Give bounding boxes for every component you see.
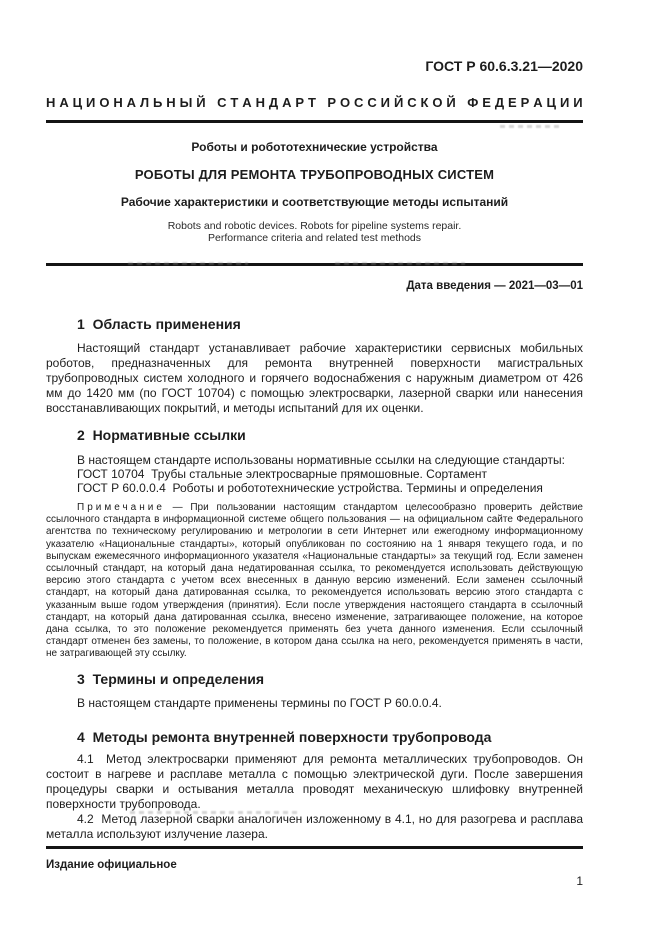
references-intro: В настоящем стандарте использованы нормативные ссылки на следующие стандарты: <box>77 453 565 467</box>
scan-artifact <box>128 262 248 265</box>
title-block <box>46 140 583 244</box>
section-3-heading: 3 Термины и определения <box>77 670 265 687</box>
note-label: Примечание <box>77 502 165 513</box>
reference-item-gost-10704: ГОСТ 10704 Трубы стальные электросварные прямошовные. Сортамент <box>77 467 488 481</box>
title-divider-rule <box>46 263 583 266</box>
reference-item-gost-r-60004: ГОСТ Р 60.0.0.4 Роботы и робототехнические устройства. Термины и определения <box>77 481 543 495</box>
section-2-heading: 2 Нормативные ссылки <box>77 427 246 443</box>
subtitle: Рабочие характеристики и соответствующие методы испытаний <box>120 195 509 209</box>
main-title: РОБОТЫ ДЛЯ РЕМОНТА ТРУБОПРОВОДНЫХ СИСТЕМ <box>134 167 495 182</box>
subject-title: Роботы и робототехнические устройства <box>191 140 438 154</box>
section-1-paragraph: Настоящий стандарт устанавливает рабочие характеристики сервисных мобильных роботов, предназначенных для ремонта внутренней поверхности магистральных трубопроводных систем холодного и горячего водоснабжения с наружным диаметром от 426 мм до 1420 мм (по ГОСТ 10704) с помощью электросварки, лазерной сварки или нанесения восстанавливающих покрытий, и методы испытаний для их оценки. <box>46 341 583 415</box>
note-text: — При пользовании настоящим стандартом целесообразно проверить действие ссылочного стандарта в информационной системе общего пользования — на официальном сайте Федерального агентства по техническому регулированию и метрологии в сети Интернет или ежегодному информационному указателю «Национальные стандарты», который опубликован по состоянию на 1 января текущего года, и по выпускам ежемесячного информационного указателя «Национальные стандарты» за текущий год. Если заменен ссылочный стандарт, на который дана недатированная ссылка, то рекомендуется использовать действующую версию этого стандарта с учетом всех внесенных в данную версию изменений. Если заменен ссылочный стандарт, на который дана датированная ссылка, то рекомендуется использовать версию этого стандарта с указанным выше годом утверждения (принятия). Если после утверждения настоящего стандарта в ссылочный стандарт, на который дана датированная ссылка, внесено изменение, затрагивающее положение, на которое дана ссылка, то это положение рекомендуется применять без учета данного изменения. Если ссылочный стандарт отменен без замены, то положение, в котором дана ссылка на него, рекомендуется применять в части, не затрагивающей эту ссылку. <box>46 502 583 660</box>
note-paragraph <box>46 502 583 661</box>
section-3-paragraph: В настоящем стандарте применены термины по ГОСТ Р 60.0.0.4. <box>77 695 442 710</box>
footer-divider-rule <box>46 846 583 849</box>
scan-artifact <box>500 125 562 128</box>
national-standard-banner: Н А Ц И О Н А Л Ь Н Ы Й С Т А Н Д А Р Т Р О С С И Й С К О Й Ф Е Д Е Р А Ц И И <box>46 95 583 110</box>
page-number: 1 <box>576 873 583 888</box>
section-1-heading: 1 Область применения <box>77 316 241 332</box>
scan-artifact <box>335 262 465 265</box>
section-4-1-paragraph: 4.1 Метод электросварки применяют для ремонта металлических трубопроводов. Он состоит в нагреве и расплаве металла с помощью электрической дуги. После завершения процедуры сварки и остывания металла проводят механическую шлифовку внутренней поверхности трубопровода. <box>46 751 583 811</box>
section-4-2-paragraph: 4.2 Метод лазерной сварки аналогичен изложенному в 4.1, но для разогрева и расплава металла используют излучение лазера. <box>46 811 583 841</box>
section-4-heading: 4 Методы ремонта внутренней поверхности трубопровода <box>77 728 492 745</box>
standard-designation: ГОСТ Р 60.6.3.21—2020 <box>425 58 583 74</box>
effective-date: Дата введения — 2021—03—01 <box>406 280 583 292</box>
english-title-line1: Robots and robotic devices. Robots for pipeline systems repair. <box>167 220 462 232</box>
edition-note: Издание официальное <box>46 858 177 871</box>
english-title-line2: Performance criteria and related test methods <box>207 232 422 244</box>
scan-artifact <box>130 811 300 814</box>
header-divider-rule <box>46 120 583 123</box>
